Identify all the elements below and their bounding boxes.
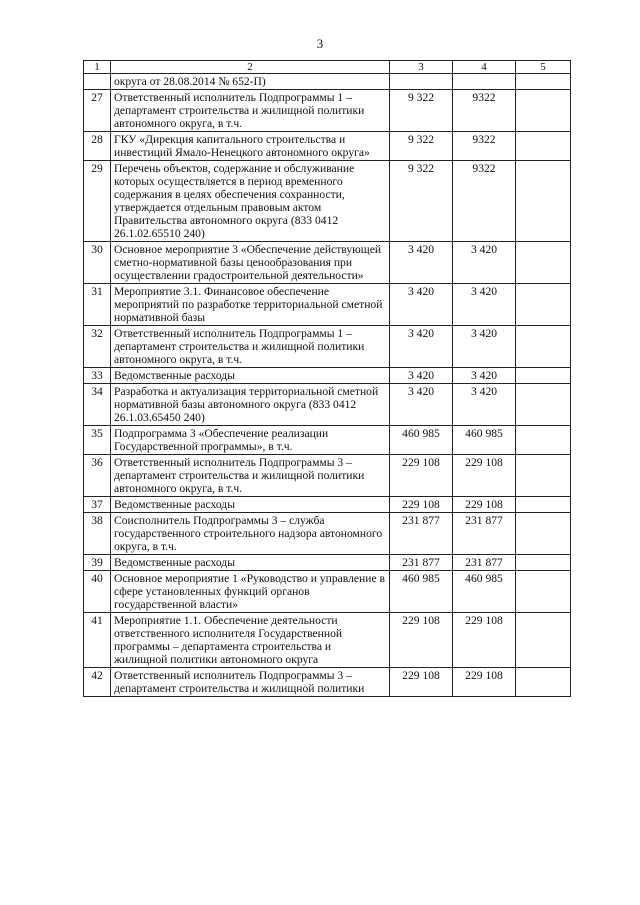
value-col5 [516, 326, 571, 368]
row-description: Мероприятие 3.1. Финансовое обеспечение мероприятий по разработке территориальной сметной нормативной базы [111, 284, 390, 326]
header-cell: 2 [111, 61, 390, 74]
row-number: 37 [84, 497, 111, 513]
value-col4: 231 877 [453, 555, 516, 571]
value-col3: 231 877 [390, 555, 453, 571]
row-number: 28 [84, 132, 111, 161]
table-row [84, 571, 571, 613]
table-row [84, 326, 571, 368]
value-col4: 3 420 [453, 284, 516, 326]
row-number: 42 [84, 668, 111, 697]
row-number: 41 [84, 613, 111, 668]
row-description: Перечень объектов, содержание и обслуживание которых осуществляется в период временного содержания в целях обеспечения сохранности, утверждается отдельным правовым актом Правительства автономного округа (833 0412 26.1.02.65510 240) [111, 161, 390, 242]
table-row [84, 426, 571, 455]
row-number: 34 [84, 384, 111, 426]
value-col3: 229 108 [390, 455, 453, 497]
table-row [84, 74, 571, 90]
row-number: 30 [84, 242, 111, 284]
row-description: Основное мероприятие 3 «Обеспечение действующей сметно-нормативной базы ценообразования при осуществлении градостроительной деятельности» [111, 242, 390, 284]
value-col4: 460 985 [453, 571, 516, 613]
value-col4: 3 420 [453, 384, 516, 426]
table-row [84, 161, 571, 242]
table-row [84, 132, 571, 161]
row-description: Ведомственные расходы [111, 497, 390, 513]
value-col5 [516, 90, 571, 132]
row-number: 39 [84, 555, 111, 571]
value-col4: 9322 [453, 132, 516, 161]
table-row [84, 384, 571, 426]
value-col5 [516, 161, 571, 242]
value-col4: 229 108 [453, 613, 516, 668]
table-header-row [84, 61, 571, 74]
value-col3: 229 108 [390, 668, 453, 697]
table-row [84, 555, 571, 571]
value-col3: 3 420 [390, 368, 453, 384]
row-number: 31 [84, 284, 111, 326]
value-col3: 231 877 [390, 513, 453, 555]
row-description: Ответственный исполнитель Подпрограммы 1 – департамент строительства и жилищной политики автономного округа, в т.ч. [111, 326, 390, 368]
row-number: 27 [84, 90, 111, 132]
row-description: Ведомственные расходы [111, 555, 390, 571]
value-col3: 9 322 [390, 161, 453, 242]
value-col5 [516, 571, 571, 613]
row-number: 33 [84, 368, 111, 384]
table-row [84, 613, 571, 668]
row-number: 29 [84, 161, 111, 242]
value-col4 [453, 74, 516, 90]
table-row [84, 242, 571, 284]
value-col3: 3 420 [390, 326, 453, 368]
value-col5 [516, 497, 571, 513]
row-description: Ответственный исполнитель Подпрограммы 1 – департамент строительства и жилищной политики автономного округа, в т.ч. [111, 90, 390, 132]
value-col3: 460 985 [390, 571, 453, 613]
value-col5 [516, 668, 571, 697]
value-col3: 229 108 [390, 497, 453, 513]
value-col5 [516, 284, 571, 326]
row-number: 40 [84, 571, 111, 613]
row-description: округа от 28.08.2014 № 652-П) [111, 74, 390, 90]
value-col5 [516, 242, 571, 284]
value-col5 [516, 513, 571, 555]
value-col4: 3 420 [453, 242, 516, 284]
row-description: ГКУ «Дирекция капитального строительства и инвестиций Ямало-Ненецкого автономного округа» [111, 132, 390, 161]
header-cell: 4 [453, 61, 516, 74]
value-col5 [516, 613, 571, 668]
value-col5 [516, 384, 571, 426]
value-col5 [516, 555, 571, 571]
row-number: 36 [84, 455, 111, 497]
value-col4: 3 420 [453, 326, 516, 368]
value-col4: 3 420 [453, 368, 516, 384]
row-description: Соисполнитель Подпрограммы 3 – служба государственного строительного надзора автономного округа, в т.ч. [111, 513, 390, 555]
header-cell: 3 [390, 61, 453, 74]
table-row [84, 455, 571, 497]
row-description: Подпрограмма 3 «Обеспечение реализации Государственной программы», в т.ч. [111, 426, 390, 455]
value-col5 [516, 455, 571, 497]
value-col4: 460 985 [453, 426, 516, 455]
table-row [84, 513, 571, 555]
table-row [84, 497, 571, 513]
row-description: Ответственный исполнитель Подпрограммы 3 – департамент строительства и жилищной политики автономного округа, в т.ч. [111, 455, 390, 497]
value-col5 [516, 132, 571, 161]
row-description: Ответственный исполнитель Подпрограммы 3 – департамент строительства и жилищной политики [111, 668, 390, 697]
value-col4: 9322 [453, 90, 516, 132]
page-number: 3 [316, 36, 324, 51]
row-number: 32 [84, 326, 111, 368]
row-description: Разработка и актуализация территориальной сметной нормативной базы автономного округа (833 0412 26.1.03.65450 240) [111, 384, 390, 426]
value-col3: 9 322 [390, 90, 453, 132]
header-cell: 5 [516, 61, 571, 74]
value-col3: 3 420 [390, 284, 453, 326]
row-number [84, 74, 111, 90]
row-description: Основное мероприятие 1 «Руководство и управление в сфере установленных функций органов государственной власти» [111, 571, 390, 613]
value-col4: 9322 [453, 161, 516, 242]
table-row [84, 284, 571, 326]
value-col4: 229 108 [453, 497, 516, 513]
table-row [84, 668, 571, 697]
value-col4: 229 108 [453, 668, 516, 697]
value-col3: 229 108 [390, 613, 453, 668]
row-description: Ведомственные расходы [111, 368, 390, 384]
value-col3: 460 985 [390, 426, 453, 455]
value-col4: 231 877 [453, 513, 516, 555]
value-col4: 229 108 [453, 455, 516, 497]
value-col5 [516, 426, 571, 455]
header-cell: 1 [84, 61, 111, 74]
value-col3: 9 322 [390, 132, 453, 161]
row-number: 35 [84, 426, 111, 455]
table-row [84, 90, 571, 132]
budget-table [83, 60, 571, 697]
value-col3 [390, 74, 453, 90]
table-row [84, 368, 571, 384]
row-description: Мероприятие 1.1. Обеспечение деятельности ответственного исполнителя Государственной программы – департамента строительства и жилищной политики автономного округа [111, 613, 390, 668]
value-col3: 3 420 [390, 242, 453, 284]
value-col5 [516, 368, 571, 384]
row-number: 38 [84, 513, 111, 555]
value-col5 [516, 74, 571, 90]
value-col3: 3 420 [390, 384, 453, 426]
